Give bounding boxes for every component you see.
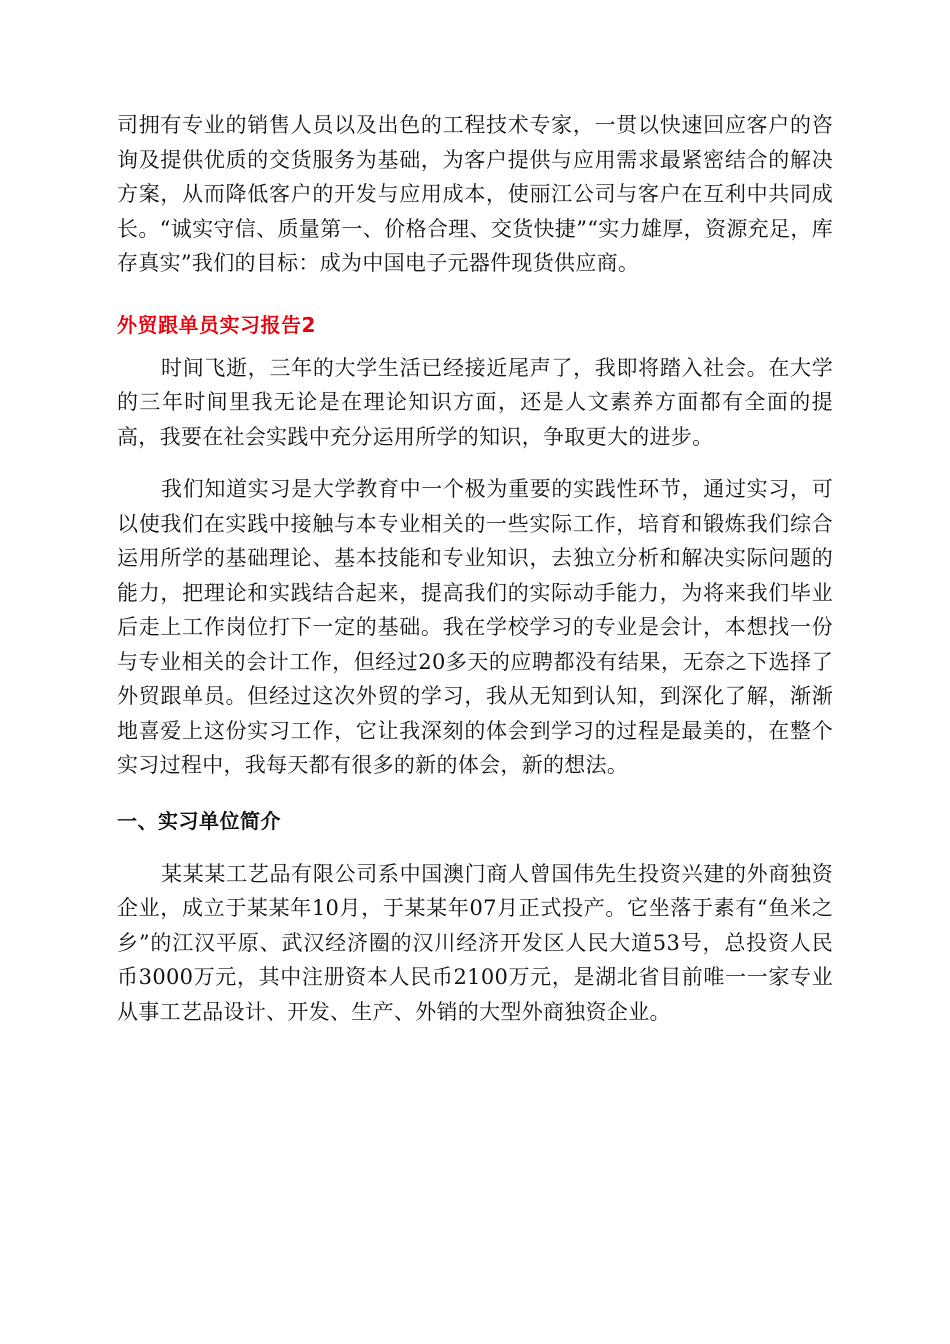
body-paragraph-continued: 司拥有专业的销售人员以及出色的工程技术专家，一贯以快速回应客户的咨询及提供优质的交货服务为基础，为客户提供与应用需求最紧密结合的解决方案，从而降低客户的开发与应用成本，使丽江公司与客户在互利中共同成长。“诚实守信、质量第一、价格合理、交货快捷”“实力雄厚，资源充足，库存真实”我们的目标：成为中国电子元器件现货供应商。	[117, 113, 833, 275]
body-paragraph-company: 某某某工艺品有限公司系中国澳门商人曾国伟先生投资兴建的外商独资企业，成立于某某年10月，于某某年07月正式投产。它坐落于素有“鱼米之乡”的江汉平原、武汉经济圈的汉川经济开发区人民大道53号，总投资人民币3000万元，其中注册资本人民币2100万元，是湖北省目前唯一一家专业从事工艺品设计、开发、生产、外销的大型外商独资企业。	[117, 861, 833, 1024]
body-paragraph-intro: 时间飞逝，三年的大学生活已经接近尾声了，我即将踏入社会。在大学的三年时间里我无论是在理论知识方面，还是人文素养方面都有全面的提高，我要在社会实践中充分运用所学的知识，争取更大的进步。	[117, 355, 833, 449]
subsection-title: 一、实习单位简介	[117, 808, 281, 833]
document-page	[117, 108, 833, 1029]
body-paragraph-internship: 我们知道实习是大学教育中一个极为重要的实践性环节，通过实习，可以使我们在实践中接触与本专业相关的一些实际工作，培育和锻炼我们综合运用所学的基础理论、基本技能和专业知识，去独立分析和解决实际问题的能力，把理论和实践结合起来，提高我们的实际动手能力，为将来我们毕业后走上工作岗位打下一定的基础。我在学校学习的专业是会计，本想找一份与专业相关的会计工作，但经过20多天的应聘都没有结果，无奈之下选择了外贸跟单员。但经过这次外贸的学习，我从无知到认知，到深化了解，渐渐地喜爱上这份实习工作，它让我深刻的体会到学习的过程是最美的，在整个实习过程中，我每天都有很多的新的体会，新的想法。	[117, 477, 833, 777]
section-title: 外贸跟单员实习报告2	[117, 312, 316, 337]
